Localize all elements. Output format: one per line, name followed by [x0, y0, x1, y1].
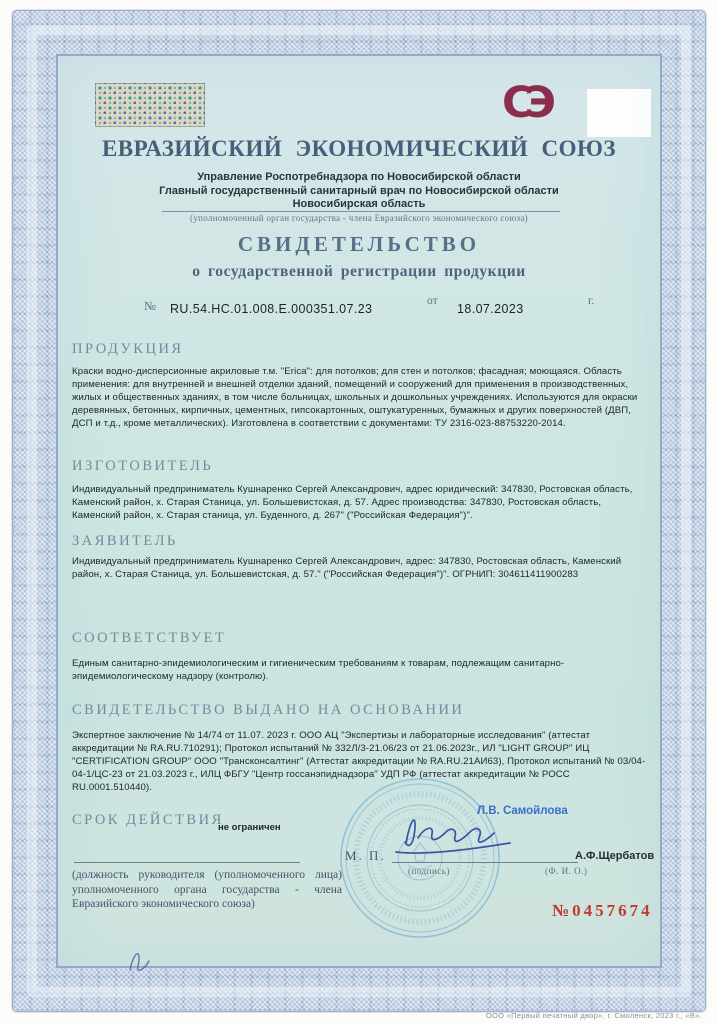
document-subtitle: о государственной регистрации продукции [192, 263, 526, 280]
authority-line-3: Новосибирская область [292, 198, 426, 210]
authority-caption: (уполномоченный орган государства - члена Евразийского экономического союза) [190, 213, 528, 223]
section-body-corresponds: Единым санитарно-эпидемиологическим и гигиеническим требованиям к товарам, подлежащим санитарно-эпидемиологическому надзору (контролю). [72, 658, 565, 682]
authority-line-2: Главный государственный санитарный врач по Новосибирской области [159, 184, 559, 197]
authority-line-1: Управление Роспотребнадзора по Новосибирской области [197, 171, 521, 183]
registrar-name: Л.В. Самойлова [477, 805, 568, 817]
signature-caption: (подпись) [408, 866, 450, 876]
pen-mark-icon [118, 938, 162, 982]
section-body-manufacturer: Индивидуальный предприниматель Кушнаренко Сергей Александрович, адрес юридический: 347830, Ростовская область, Каменский район, х. Старая Станица, ул. Большевистская, д. 57. Адрес производства: 347830, Ростовская область, Каменский район, х. Старая станица, ул. Буденного, д. 267" ("Российская Федерация")". [72, 484, 633, 521]
hologram-security-patch-icon [95, 83, 205, 127]
certificate-body [58, 56, 660, 966]
se-monogram-logo-icon: СЭ [502, 78, 548, 128]
validity-value: не ограничен [218, 822, 281, 833]
section-heading-manufacturer: ИЗГОТОВИТЕЛЬ [72, 458, 214, 474]
number-label: № [144, 299, 156, 313]
section-heading-validity: СРОК ДЕЙСТВИЯ [72, 812, 224, 828]
document-title: СВИДЕТЕЛЬСТВО [237, 232, 481, 256]
year-suffix: г. [588, 295, 595, 307]
document-number: RU.54.HC.01.008.E.000351.07.23 [170, 302, 373, 316]
serial-number: №0457674 [552, 901, 653, 920]
section-heading-basis: СВИДЕТЕЛЬСТВО ВЫДАНО НА ОСНОВАНИИ [72, 702, 465, 718]
authority-underline [162, 211, 560, 212]
section-body-applicant: Индивидуальный предприниматель Кушнаренко Сергей Александрович, адрес: 347830, Ростовская область, Каменский район, х. Старая Станица, ул. Большевистская, д. 57." ("Российская Федерация")". ОГРНИП: 304611411900283 [72, 556, 622, 580]
handwritten-signature-icon [388, 788, 520, 870]
signatory-position-note: (должность руководителя (уполномоченного лица) уполномоченного органа государства - члена Евразийского экономического союза) [72, 869, 342, 910]
signatory-name: А.Ф.Щербатов [575, 850, 655, 862]
section-heading-corresponds: СООТВЕТСТВУЕТ [72, 630, 227, 646]
section-heading-product: ПРОДУКЦИЯ [72, 341, 184, 357]
fio-line [498, 862, 578, 863]
date-preposition: от [427, 295, 438, 307]
signature-line [392, 862, 504, 863]
document-date: 18.07.2023 [457, 302, 524, 316]
union-title: ЕВРАЗИЙСКИЙ ЭКОНОМИЧЕСКИЙ СОЮЗ [101, 136, 617, 161]
issuing-authority-block [58, 171, 660, 212]
blank-sticker-patch [587, 89, 651, 137]
position-signature-line [74, 862, 300, 863]
stamp-place-label: М. П. [345, 848, 386, 863]
fio-caption: (Ф. И. О.) [545, 866, 588, 876]
printer-imprint: ООО «Первый печатный двор», г. Смоленск, 2023 г., «В». [485, 1011, 702, 1020]
section-body-product: Краски водно-дисперсионные акриловые т.м. "Erica": для потолков; для стен и потолков; фасадная; моющаяся. Область применения: для внутренней и внешней отделки зданий, помещений и сооружений для применения в производственных, жилых и общественных зданиях, в том числе больницах, школьных и дошкольных учреждениях. Используются для окраски деревянных, бетонных, кирпичных, цементных, гипсокартонных, оштукатуренных, бумажных и других поверхностей (ДВП, ДСП и т.д., кроме металлических). Изготовлена в соответствии с документами: ТУ 2316-023-88753220-2014. [72, 366, 638, 429]
section-heading-applicant: ЗАЯВИТЕЛЬ [72, 533, 178, 549]
section-body-basis: Экспертное заключение № 14/74 от 11.07. 2023 г. ООО АЦ "Экспертизы и лабораторные исследования" (аттестат аккредитации № RA.RU.710291); Протокол испытаний № 332Л/3-21.06/23 от 21.06.2023г., ИЛ "LIGHT GROUP" ИЦ "CERTIFICATION GROUP" ООО "Трансконсалтинг" (Аттестат аккредитации № RA.RU.21АИ63), Протокол испытаний № 03/04-04-1/ЦС-23 от 21.03.2023 г., ИЛЦ ФБГУ "Центр госсанэпиднадзора" УДП РФ (аттестат аккредитации № РОСС RU.0001.510440). [72, 730, 646, 793]
